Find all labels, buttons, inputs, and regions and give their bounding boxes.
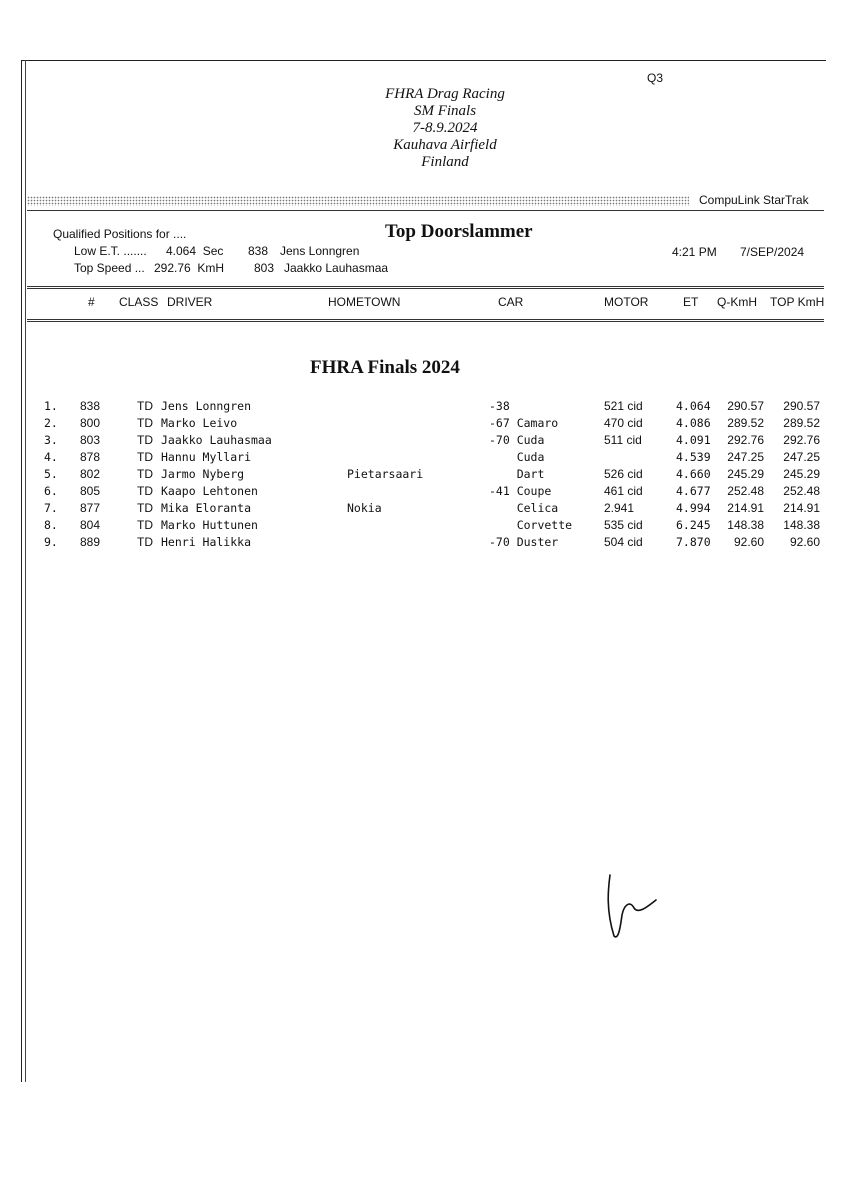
cell-et: 4.677 xyxy=(676,484,711,498)
table-row xyxy=(0,433,848,450)
cell-class: TD xyxy=(137,501,153,515)
cell-car-number: 804 xyxy=(80,518,101,532)
cell-car: Corvette xyxy=(489,518,573,532)
cell-driver: Marko Leivo xyxy=(161,416,238,430)
cell-et: 6.245 xyxy=(676,518,711,532)
cell-class: TD xyxy=(137,399,153,413)
header-rule-bottom xyxy=(27,319,824,320)
cell-hometown: Pietarsaari xyxy=(347,467,424,481)
cell-position: 4. xyxy=(44,450,58,464)
cell-driver: Marko Huttunen xyxy=(161,518,258,532)
cell-car-number: 802 xyxy=(80,467,101,481)
cell-position: 9. xyxy=(44,535,58,549)
cell-motor: 461 cid xyxy=(604,484,643,498)
event-header xyxy=(300,86,590,171)
cell-driver: Henri Halikka xyxy=(161,535,252,549)
top-speed-driver: Jaakko Lauhasmaa xyxy=(284,261,389,275)
vendor-name: CompuLink StarTrak xyxy=(699,193,809,207)
cell-position: 1. xyxy=(44,399,58,413)
print-date: 7/SEP/2024 xyxy=(740,245,805,259)
section-title: FHRA Finals 2024 xyxy=(310,357,460,378)
cell-et: 4.539 xyxy=(676,450,711,464)
class-title: Top Doorslammer xyxy=(385,221,533,242)
cell-car: -70 Duster xyxy=(489,535,559,549)
low-et-value: 4.064 Sec xyxy=(166,244,224,258)
cell-et: 4.086 xyxy=(676,416,711,430)
col-driver: DRIVER xyxy=(167,295,213,309)
page-frame-left xyxy=(21,60,22,1082)
cell-top-kmh: 252.48 xyxy=(783,484,820,498)
divider-line xyxy=(27,210,824,211)
cell-car-number: 805 xyxy=(80,484,101,498)
cell-position: 7. xyxy=(44,501,58,515)
col-car: CAR xyxy=(498,295,524,309)
cell-q-kmh: 292.76 xyxy=(727,433,764,447)
cell-et: 4.064 xyxy=(676,399,711,413)
cell-driver: Hannu Myllari xyxy=(161,450,252,464)
cell-car: Dart xyxy=(489,467,545,481)
cell-motor: 504 cid xyxy=(604,535,643,549)
cell-car-number: 803 xyxy=(80,433,101,447)
event-venue: Kauhava Airfield xyxy=(393,137,497,153)
col-q-kmh: Q-KmH xyxy=(717,295,757,309)
event-name: FHRA Drag Racing xyxy=(385,86,505,102)
cell-top-kmh: 148.38 xyxy=(783,518,820,532)
cell-position: 2. xyxy=(44,416,58,430)
event-dates: 7-8.9.2024 xyxy=(412,120,478,136)
cell-driver: Mika Eloranta xyxy=(161,501,252,515)
cell-q-kmh: 245.29 xyxy=(727,467,764,481)
cell-motor: 511 cid xyxy=(604,433,642,447)
cell-car: -41 Coupe xyxy=(489,484,552,498)
cell-class: TD xyxy=(137,450,153,464)
dotted-divider xyxy=(27,196,689,206)
table-row xyxy=(0,399,848,416)
cell-class: TD xyxy=(137,433,153,447)
cell-car-number: 877 xyxy=(80,501,101,515)
header-rule-top-2 xyxy=(27,288,824,289)
low-et-label: Low E.T. ....... xyxy=(74,244,147,258)
cell-top-kmh: 92.60 xyxy=(789,535,820,549)
cell-class: TD xyxy=(137,416,153,430)
cell-position: 8. xyxy=(44,518,58,532)
table-row xyxy=(0,467,848,484)
cell-top-kmh: 289.52 xyxy=(783,416,820,430)
cell-top-kmh: 245.29 xyxy=(783,467,820,481)
cell-car: Celica xyxy=(489,501,559,515)
col-motor: MOTOR xyxy=(604,295,649,309)
cell-motor: 535 cid xyxy=(604,518,643,532)
col-class: CLASS xyxy=(119,295,159,309)
low-et-car: 838 xyxy=(248,244,269,258)
cell-car: -67 Camaro xyxy=(489,416,559,430)
cell-et: 7.870 xyxy=(676,535,711,549)
cell-top-kmh: 292.76 xyxy=(783,433,820,447)
cell-driver: Jens Lonngren xyxy=(161,399,252,413)
cell-q-kmh: 289.52 xyxy=(727,416,764,430)
top-speed-label: Top Speed ... xyxy=(74,261,145,275)
cell-top-kmh: 247.25 xyxy=(783,450,820,464)
cell-position: 6. xyxy=(44,484,58,498)
cell-driver: Kaapo Lehtonen xyxy=(161,484,258,498)
cell-q-kmh: 148.38 xyxy=(727,518,764,532)
cell-q-kmh: 214.91 xyxy=(727,501,764,515)
table-row xyxy=(0,450,848,467)
cell-class: TD xyxy=(137,467,153,481)
cell-class: TD xyxy=(137,535,153,549)
cell-et: 4.994 xyxy=(676,501,711,515)
col-hometown: HOMETOWN xyxy=(328,295,401,309)
cell-car: Cuda xyxy=(489,450,545,464)
table-row xyxy=(0,501,848,518)
cell-q-kmh: 252.48 xyxy=(727,484,764,498)
cell-top-kmh: 214.91 xyxy=(783,501,820,515)
cell-position: 5. xyxy=(44,467,58,481)
cell-car: -70 Cuda xyxy=(489,433,545,447)
col-top-kmh: TOP KmH xyxy=(770,295,825,309)
round-code: Q3 xyxy=(647,71,664,85)
cell-motor: 521 cid xyxy=(604,399,643,413)
cell-motor: 2.941 xyxy=(604,501,635,515)
cell-motor: 526 cid xyxy=(604,467,643,481)
qualified-title: Qualified Positions for .... xyxy=(53,227,187,241)
top-speed-car: 803 xyxy=(254,261,275,275)
cell-driver: Jaakko Lauhasmaa xyxy=(161,433,272,447)
top-speed-value: 292.76 KmH xyxy=(154,261,225,275)
cell-hometown: Nokia xyxy=(347,501,382,515)
page-frame-top xyxy=(21,60,826,61)
print-time: 4:21 PM xyxy=(672,245,717,259)
cell-class: TD xyxy=(137,518,153,532)
cell-q-kmh: 247.25 xyxy=(727,450,764,464)
table-row xyxy=(0,535,848,552)
cell-car: -38 xyxy=(489,399,510,413)
cell-et: 4.660 xyxy=(676,467,711,481)
cell-position: 3. xyxy=(44,433,58,447)
cell-car-number: 838 xyxy=(80,399,101,413)
cell-top-kmh: 290.57 xyxy=(783,399,820,413)
header-rule-bottom-2 xyxy=(27,321,824,322)
cell-driver: Jarmo Nyberg xyxy=(161,467,245,481)
col-number: # xyxy=(88,295,95,309)
cell-et: 4.091 xyxy=(676,433,711,447)
low-et-driver: Jens Lonngren xyxy=(280,244,360,258)
table-row xyxy=(0,484,848,501)
cell-q-kmh: 92.60 xyxy=(733,535,764,549)
cell-q-kmh: 290.57 xyxy=(727,399,764,413)
cell-car-number: 889 xyxy=(80,535,101,549)
event-subtitle: SM Finals xyxy=(413,103,477,119)
header-rule-top xyxy=(27,286,824,287)
cell-motor: 470 cid xyxy=(604,416,643,430)
cell-car-number: 800 xyxy=(80,416,101,430)
cell-class: TD xyxy=(137,484,153,498)
cell-car-number: 878 xyxy=(80,450,101,464)
event-country: Finland xyxy=(421,154,469,170)
col-et: ET xyxy=(683,295,699,309)
signature-icon xyxy=(600,870,670,945)
page-frame-left-inner xyxy=(25,60,26,1082)
table-row xyxy=(0,518,848,535)
table-row xyxy=(0,416,848,433)
